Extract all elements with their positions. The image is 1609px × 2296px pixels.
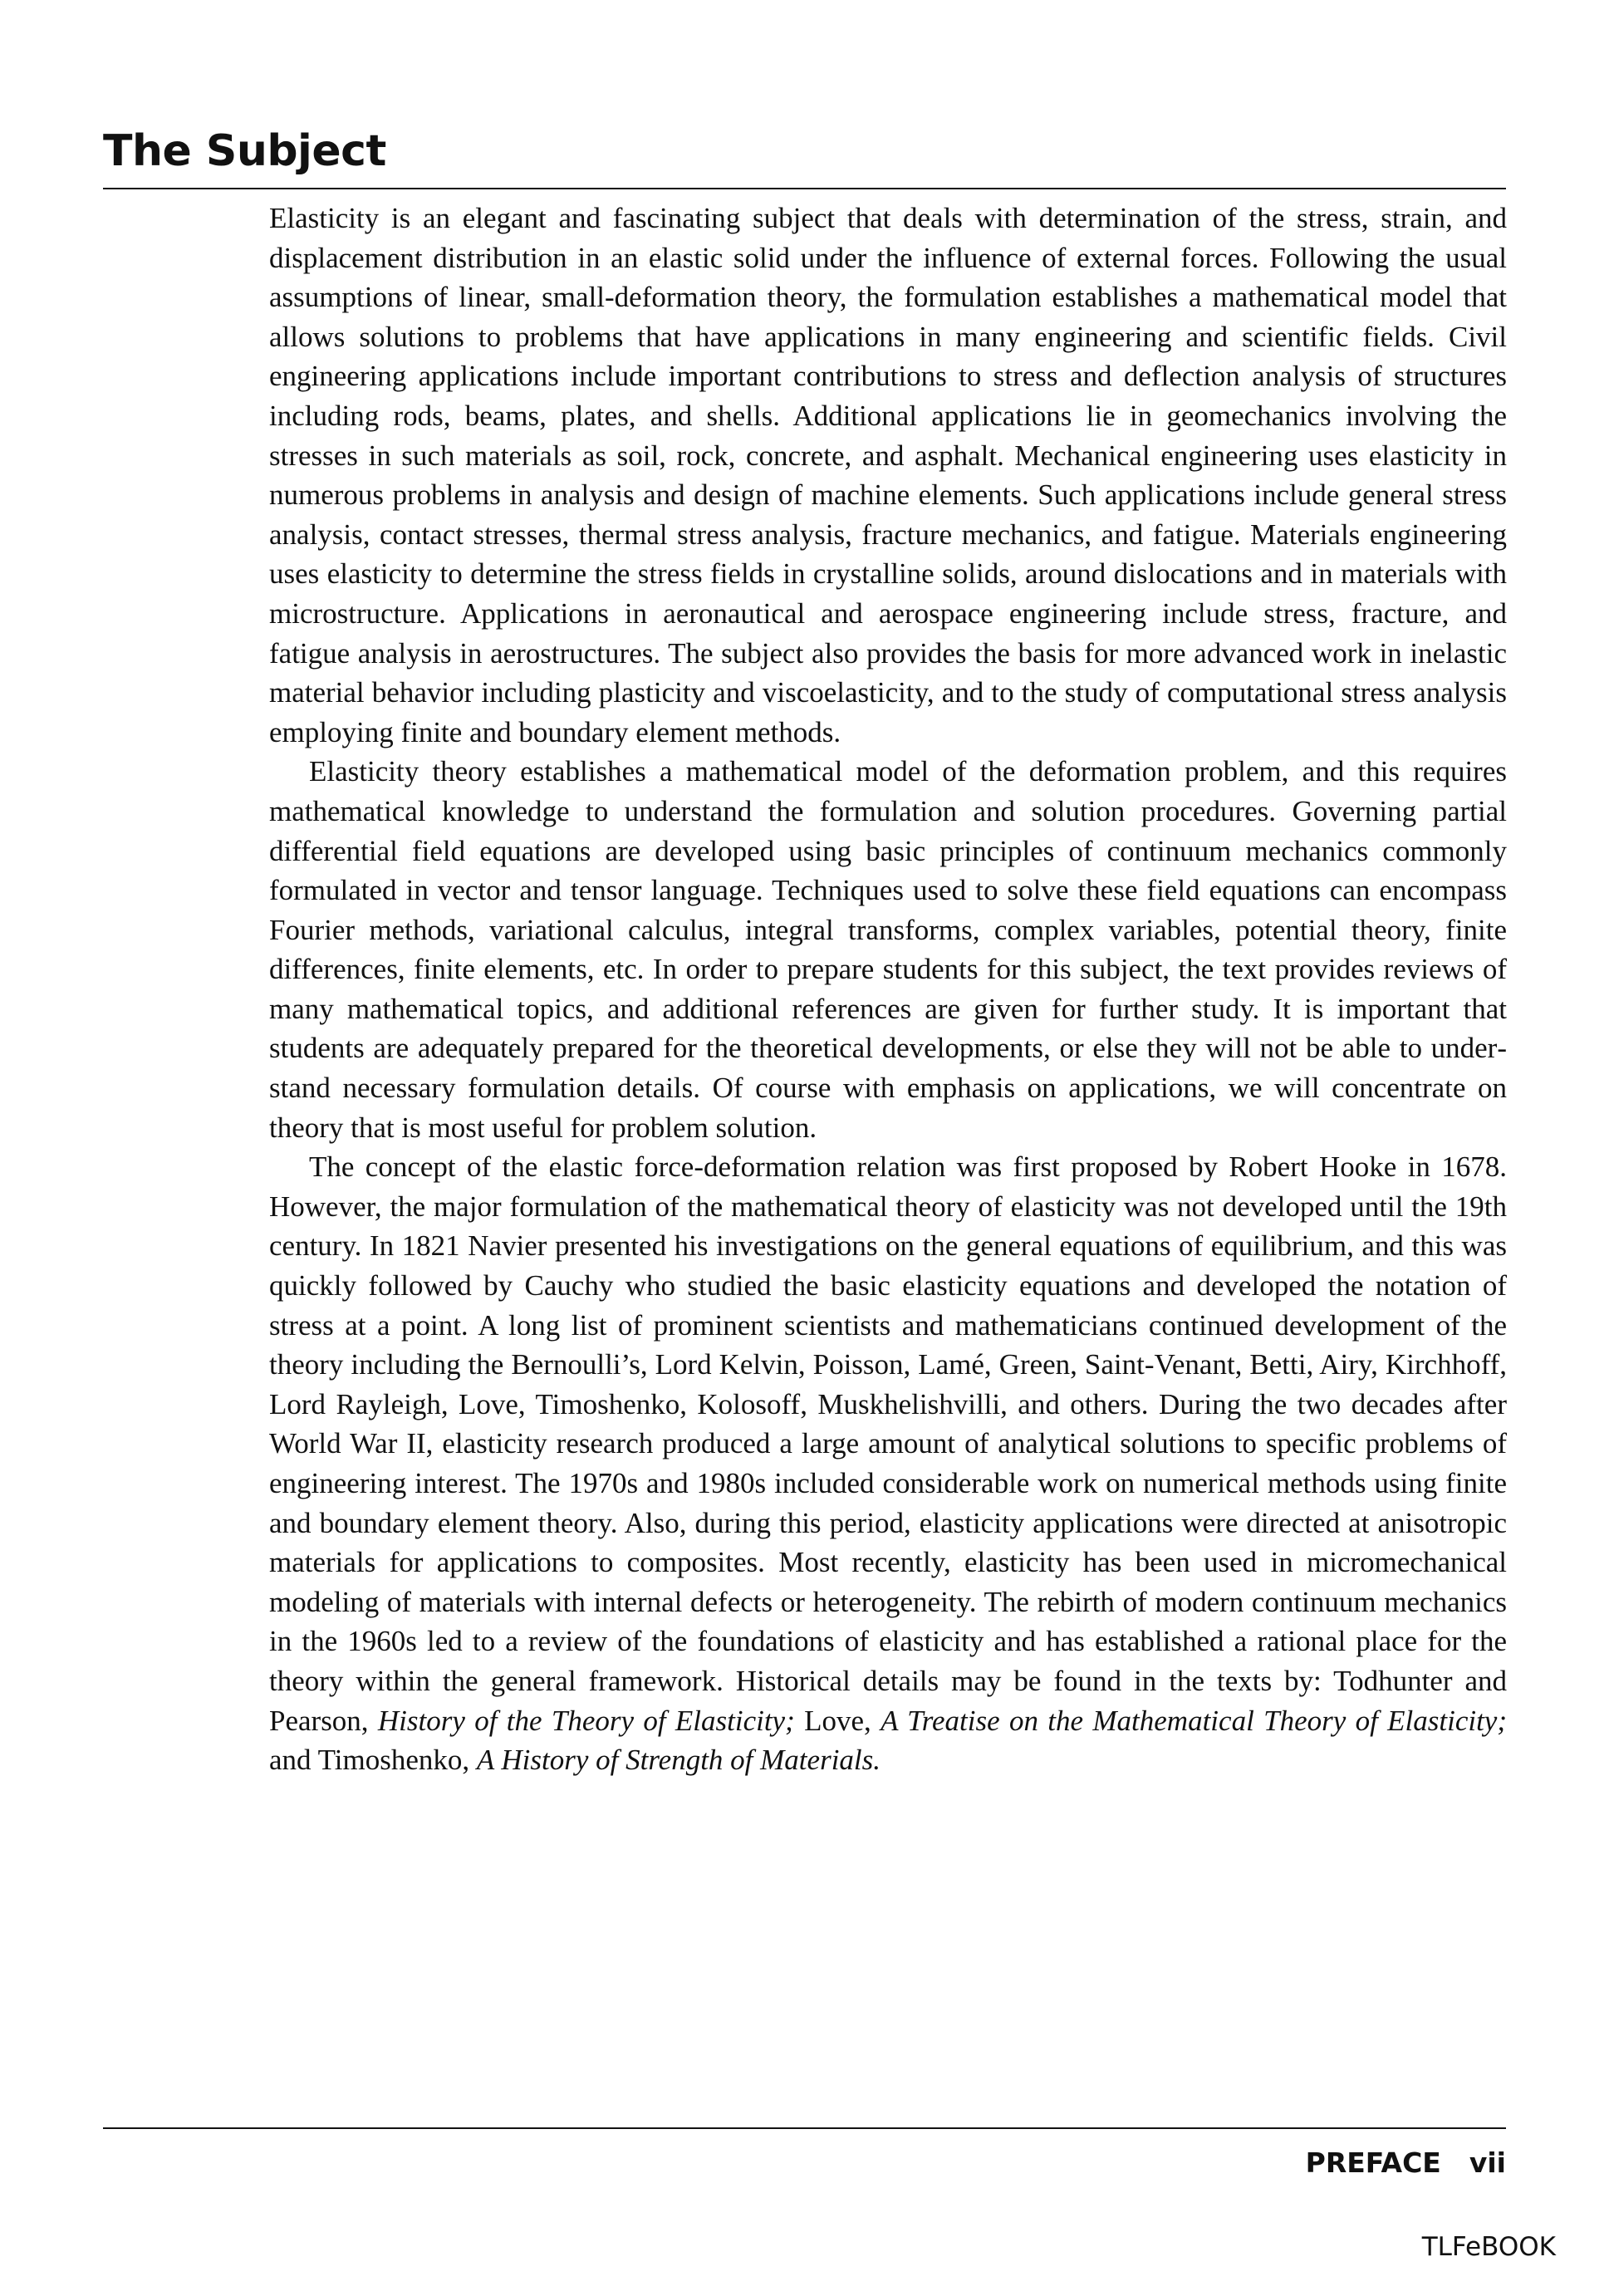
paragraph-mathematics: Elasticity theory establishes a mathematical model of the deformation problem, and this requires mathematical knowledge to understand the formulation and solution procedures. Governing partial differential field equations are developed using basic principles of continuum mechanics commonly formulated in vector and tensor language. Techniques used to solve these field equations can encompass Fourier methods, variational calculus, integral transforms, complex variables, potential theory, finite differences, finite elements, etc. In order to prepare students for this subject, the text provides reviews of many mathematical topics, and additional references are given for further study. It is important that students are adequately prepared for the theoretical developments, or else they will not be able to understand necessary formulation details. Of course with emphasis on applications, we will concentrate on theory that is most useful for problem solution.	[269, 755, 1507, 1144]
footer-rule	[103, 2127, 1506, 2129]
page-number: vii	[1469, 2146, 1506, 2179]
paragraph-history	[269, 1147, 1507, 1780]
running-footer	[1306, 2146, 1506, 2180]
reference-separator-timoshenko: and Timoshenko,	[269, 1744, 470, 1777]
reference-title-love: A Treatise on the Mathematical Theory of Elasticity;	[881, 1704, 1507, 1737]
reference-title-todhunter: History of the Theory of Elasticity;	[377, 1704, 795, 1737]
body-text	[269, 199, 1507, 1780]
footer-section: PREFACE	[1305, 2146, 1441, 2179]
paragraph-intro: Elasticity is an elegant and fascinating subject that deals with determination of the stress, strain, and displacement distribution in an elastic solid under the influence of external forces. Following the usual assumptions of linear, small-deformation theory, the formulation establishes a mathematical model that allows solutions to problems that have applications in many engineering and scientific fields. Civil engineering applications include important contributions to stress and deflection analysis of structures including rods, beams, plates, and shells. Additional applications lie in geomechanics involving the stresses in such materials as soil, rock, concrete, and asphalt. Mechanical engineering uses elasticity in numerous problems in analysis and design of machine elements. Such applications include general stress analysis, contact stresses, thermal stress analysis, fracture mechanics, and fatigue. Materials engineering uses elasticity to determine the stress fields in crystalline solids, around dislocations and in materials with microstructure. Applications in aeronautical and aerospace engineering include stress, fracture, and fatigue analysis in aerostructures. The subject also provides the basis for more advanced work in inelastic material behavior including plasticity and viscoelasticity, and to the study of computational stress analysis employing finite and boundary element methods.	[269, 202, 1507, 748]
watermark: TLFeBOOK	[1421, 2232, 1556, 2262]
history-text: The concept of the elastic force-deformation relation was first proposed by Robert Hooke in 1678. However, the major formulation of the mathematical theory of elasticity was not developed until the 19th century. In 1821 Navier presented his investigations on the general equations of equilibrium, and this was quickly followed by Cauchy who studied the basic elasticity equations and developed the notation of stress at a point. A long list of prominent scientists and mathematicians continued development of the theory including the Bernoulli’s, Lord Kelvin, Poisson, Lamé, Green, Saint-Venant, Betti, Airy, Kirchhoff, Lord Rayleigh, Love, Timoshenko, Kolosoff, Muskhelishvilli, and others. During the two decades after World War II, elasticity research produced a large amount of analytical solutions to specific problems of engineering interest. The 1970s and 1980s included considerable work on numerical methods using finite and boundary element theory. Also, during this period, elasticity applications were directed at anisotropic materials for applications to composites. Most recently, elasticity has been used in micromechanical modeling of materials with internal defects or heterogeneity. The rebirth of modern continuum mechanics in the 1960s led to a review of the foundations of elasticity and has established a rational place for the theory within the general framework. Historical details may be found in the texts by: Todhunter and Pearson,	[269, 1150, 1507, 1737]
page-title: The Subject	[103, 126, 386, 176]
reference-title-timoshenko: A History of Strength of Materials.	[476, 1744, 881, 1777]
reference-separator-love: Love,	[794, 1704, 871, 1737]
header-rule	[103, 188, 1506, 189]
